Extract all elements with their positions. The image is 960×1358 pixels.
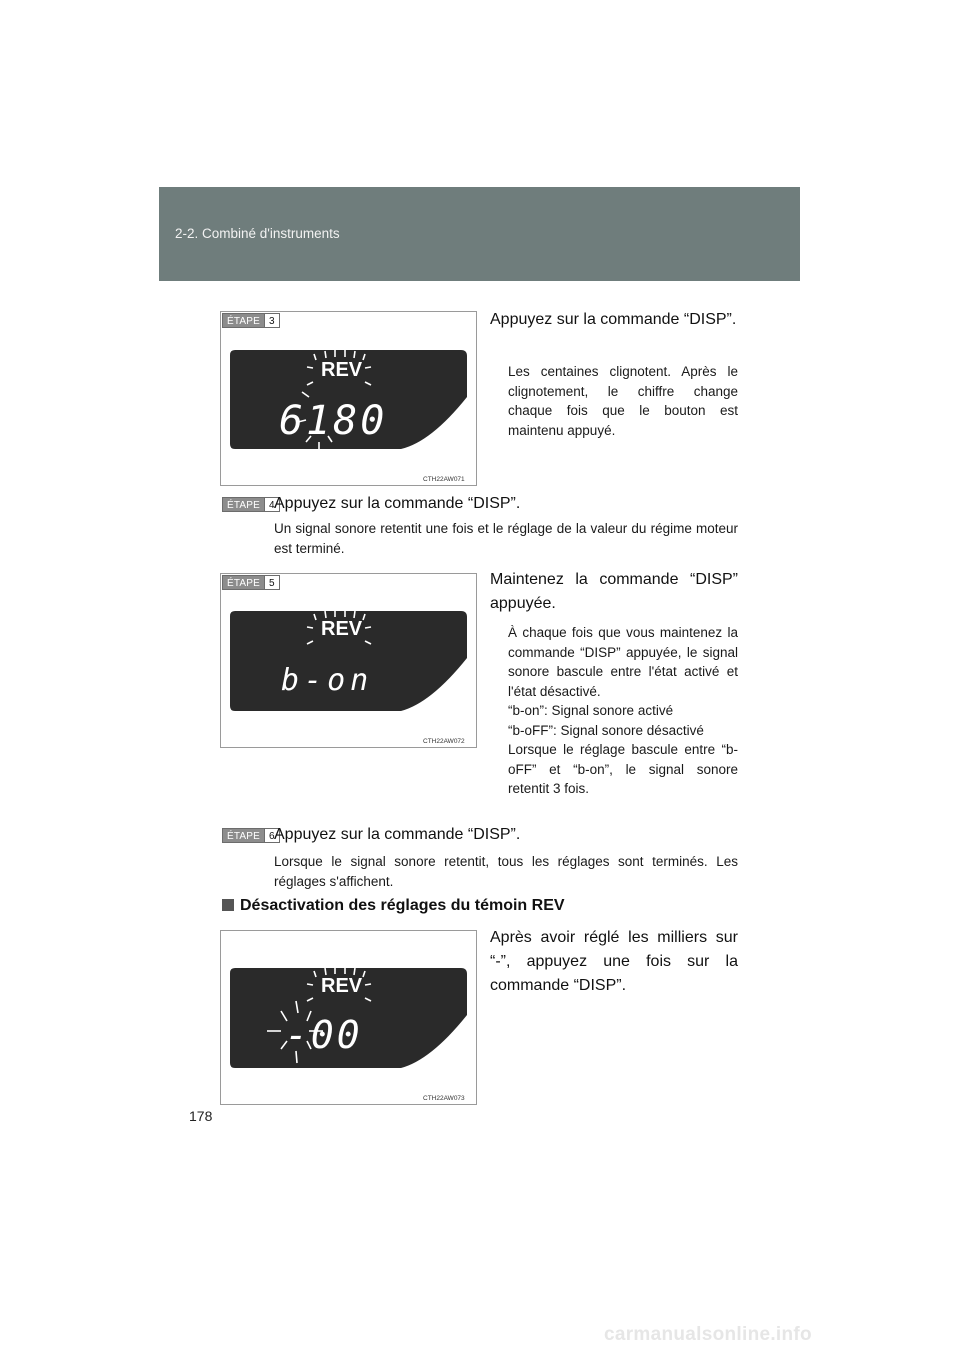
section-header <box>159 187 800 281</box>
step-4-title: Appuyez sur la commande “DISP”. <box>274 495 521 512</box>
step-3-note: Les centaines clignotent. Après le clignotement, le chiffre change chaque fois que le bouton est maintenu appuyé. <box>508 364 738 438</box>
figure-step-3 <box>220 311 477 486</box>
step-5-note: À chaque fois que vous maintenez la commande “DISP” appuyée, le signal sonore bascule entre l'état activé et l'état désactivé. “b-on”: Signal sonore activé “b-oFF”: Signal sonore désactivé Lorsque le réglage bascule entre “b-oFF” et “b-on”, le signal sonore retentit 3 fois. <box>508 623 738 799</box>
watermark: carmanualsonline.info <box>604 1324 812 1345</box>
step-6-title: Appuyez sur la commande “DISP”. <box>274 826 521 843</box>
display-digits: -00 <box>285 1013 363 1057</box>
lcd-display-b-on <box>221 574 476 747</box>
section-text: Après avoir réglé les milliers sur “-”, appuyez une fois sur la commande “DISP”. <box>490 929 738 994</box>
figure-code: CTH22AW073 <box>423 1095 465 1102</box>
page-number: 178 <box>189 1108 213 1124</box>
etape-badge-4: ÉTAPE 4 <box>222 497 280 512</box>
step-6-note: Lorsque le signal sonore retentit, tous les réglages sont terminés. Les réglages s'affichent. <box>274 854 738 889</box>
step-5-title: Maintenez la commande “DISP” appuyée. <box>490 571 738 612</box>
display-digits: 6180 <box>279 398 388 444</box>
figure-code: CTH22AW072 <box>423 738 465 745</box>
figure-rev-off <box>220 930 477 1105</box>
lcd-display-6180 <box>221 312 476 485</box>
note-line: Lorsque le réglage bascule entre “b-oFF” et “b-on”, le signal sonore retentit 3 fois. <box>508 742 738 796</box>
step-3-title: Appuyez sur la commande “DISP”. <box>490 311 737 328</box>
etape-badge-6: ÉTAPE 6 <box>222 828 280 843</box>
square-bullet-icon <box>222 899 234 911</box>
note-line: “b-on”: Signal sonore activé <box>508 703 674 718</box>
display-label: REV <box>321 618 363 640</box>
etape-badge-3: ÉTAPE 3 <box>222 313 280 328</box>
display-label: REV <box>321 975 363 997</box>
section-heading: Désactivation des réglages du témoin REV <box>222 897 565 915</box>
note-line: “b-oFF”: Signal sonore désactivé <box>508 722 704 738</box>
step-4-note: Un signal sonore retentit une fois et le réglage de la valeur du régime moteur est terminé. <box>274 521 738 556</box>
etape-badge-5: ÉTAPE 5 <box>222 575 280 590</box>
figure-code: CTH22AW071 <box>423 476 465 483</box>
section-title: 2-2. Combiné d'instruments <box>175 226 340 241</box>
lcd-display-dash-00 <box>221 931 476 1104</box>
display-digits: b-on <box>281 663 374 698</box>
display-label: REV <box>321 359 363 381</box>
figure-step-5 <box>220 573 477 748</box>
